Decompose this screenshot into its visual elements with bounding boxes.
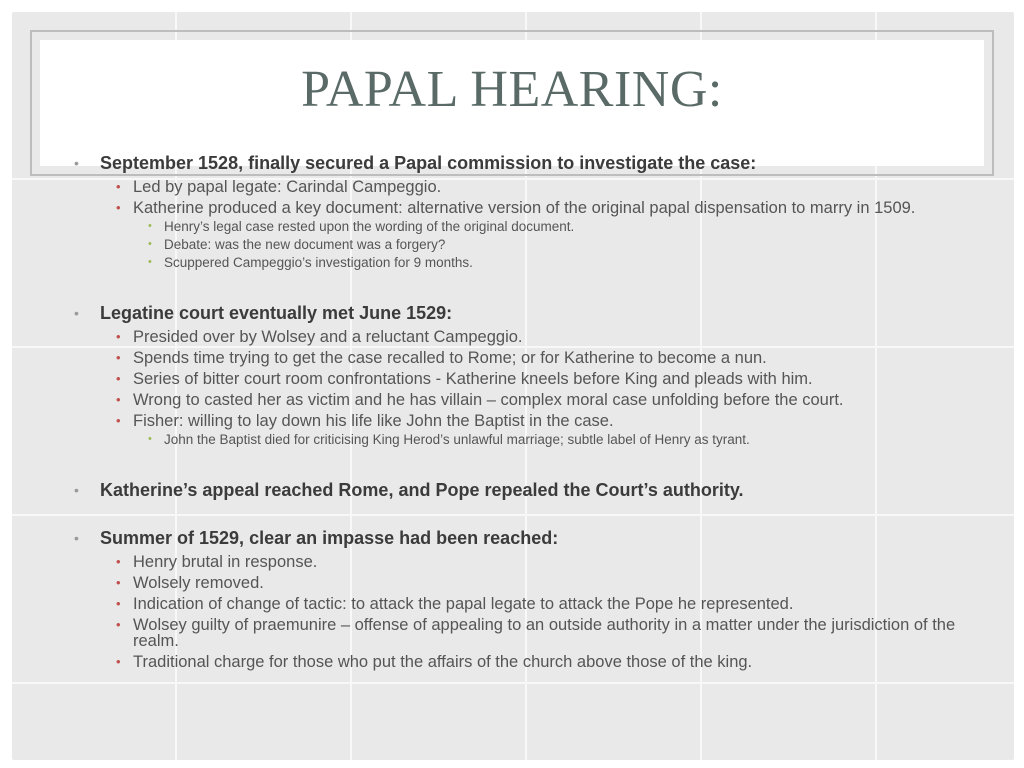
bullet-subitem: • John the Baptist died for criticising King Herod’s unlawful marriage; subtle label of Henry as tyrant. bbox=[148, 432, 750, 447]
bullet-icon: • bbox=[148, 238, 152, 250]
bullet-item: • Spends time trying to get the case recalled to Rome; or for Katherine to become a nun. bbox=[116, 349, 767, 367]
bullet-item: • Fisher: willing to lay down his life like John the Baptist in the case. bbox=[116, 412, 614, 430]
bullet-icon: • bbox=[148, 220, 152, 232]
bullet-subitem: • Henry’s legal case rested upon the wording of the original document. bbox=[148, 219, 575, 234]
bullet-icon: • bbox=[116, 575, 121, 590]
bullet-item: • Wolsely removed. bbox=[116, 574, 264, 592]
bullet-icon: • bbox=[116, 413, 121, 428]
bullet-heading bbox=[72, 527, 972, 549]
bullet-icon: • bbox=[74, 305, 79, 321]
spacer bbox=[72, 501, 972, 521]
slide-body bbox=[72, 146, 972, 670]
bullet-item: • Series of bitter court room confrontations - Katherine kneels before King and pleads with him. bbox=[116, 370, 813, 388]
bullet-heading-text: September 1528, finally secured a Papal commission to investigate the case: bbox=[100, 153, 757, 173]
bullet-item: • Traditional charge for those who put the affairs of the church above those of the king. bbox=[116, 653, 753, 671]
bullet-icon: • bbox=[74, 155, 79, 171]
bullet-icon: • bbox=[116, 371, 121, 386]
slide bbox=[12, 12, 1014, 760]
bullet-item: • Led by papal legate: Carindal Campeggio. bbox=[116, 178, 442, 196]
bullet-heading-text: Legatine court eventually met June 1529: bbox=[100, 303, 453, 323]
bullet-subitem: • Debate: was the new document was a forgery? bbox=[148, 237, 446, 252]
bullet-icon: • bbox=[148, 433, 152, 445]
bullet-icon: • bbox=[116, 654, 121, 669]
bullet-icon: • bbox=[74, 482, 79, 498]
bullet-item: • Indication of change of tactic: to attack the papal legate to attack the Pope he represented. bbox=[116, 595, 794, 613]
bullet-icon: • bbox=[116, 392, 121, 407]
bullet-icon: • bbox=[148, 256, 152, 268]
bullet-item: • Wrong to casted her as victim and he has villain – complex moral case unfolding before the court. bbox=[116, 391, 844, 409]
bullet-icon: • bbox=[116, 350, 121, 365]
bullet-icon: • bbox=[74, 530, 79, 546]
bullet-icon: • bbox=[116, 329, 121, 344]
bullet-icon: • bbox=[116, 179, 121, 194]
bullet-item: • Presided over by Wolsey and a reluctant Campeggio. bbox=[116, 328, 523, 346]
bullet-subitem: • Scuppered Campeggio’s investigation for 9 months. bbox=[148, 255, 473, 270]
bullet-item: • Wolsey guilty of praemunire – offense of appealing to an outside authority in a matter under the jurisdiction of the realm. bbox=[116, 616, 956, 650]
bullet-heading bbox=[72, 152, 972, 174]
bullet-icon: • bbox=[116, 200, 121, 215]
bullet-item: • Katherine produced a key document: alternative version of the original papal dispensation to marry in 1509. bbox=[116, 199, 916, 217]
bullet-heading bbox=[72, 479, 972, 501]
bullet-heading-text: Summer of 1529, clear an impasse had been reached: bbox=[100, 528, 559, 548]
bullet-icon: • bbox=[116, 596, 121, 611]
bullet-item: • Henry brutal in response. bbox=[116, 553, 318, 571]
page-title: PAPAL HEARING: bbox=[301, 61, 723, 118]
bullet-icon: • bbox=[116, 617, 121, 632]
bullet-icon: • bbox=[116, 554, 121, 569]
bullet-heading-text: Katherine’s appeal reached Rome, and Pope repealed the Court’s authority. bbox=[100, 480, 744, 500]
bullet-heading bbox=[72, 302, 972, 324]
spacer bbox=[72, 447, 972, 473]
spacer bbox=[72, 270, 972, 296]
